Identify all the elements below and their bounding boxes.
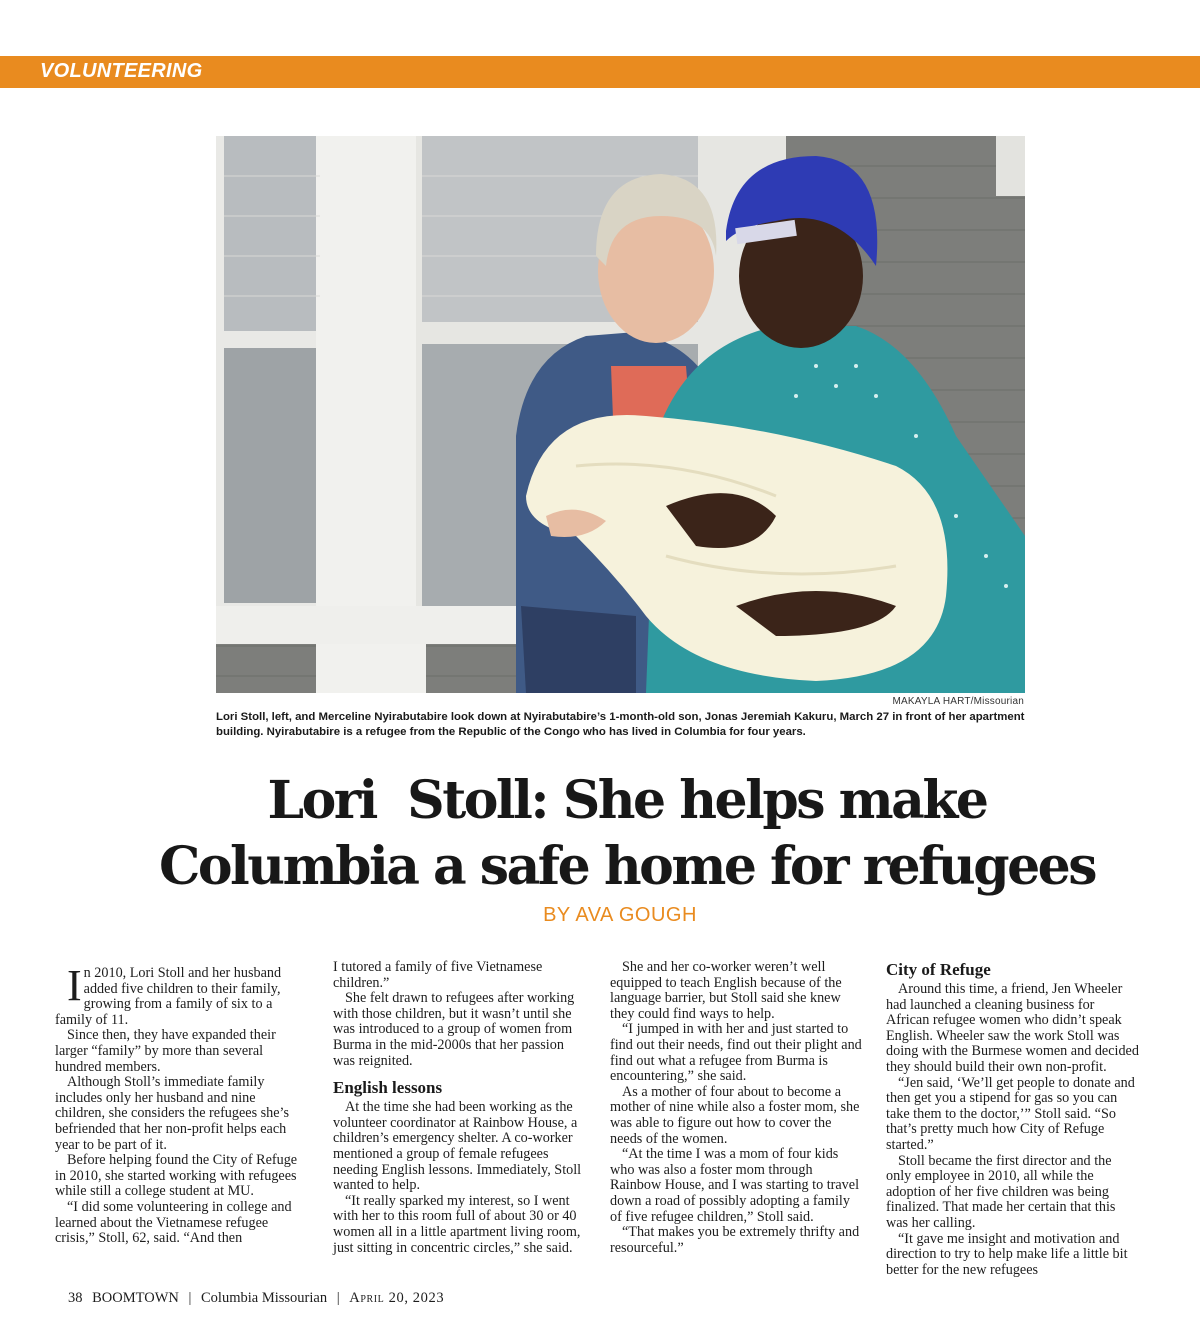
article-paragraph: She felt drawn to refugees after working with those children, but it wasn’t until she was introduced to a group of women from Burma in the mid-2000s that her passion was reignited.: [333, 990, 575, 1069]
article-paragraph: “I did some volunteering in college and learned about the Vietnamese refugee crisis,” Stoll, 62, said. “And then: [55, 1198, 292, 1247]
article-paragraph: “It gave me insight and motivation and direction to try to help make life a little bit better for the new refugees: [886, 1230, 1128, 1278]
article-paragraph: Around this time, a friend, Jen Wheeler had launched a cleaning business for African refugee women who didn’t speak English. Wheeler saw the work Stoll was doing with the Burmese women and decided they should build their own non-profit.: [886, 981, 1139, 1075]
section-banner: [0, 56, 1200, 88]
footer-divider: |: [188, 1290, 192, 1306]
article-paragraph: [55, 961, 308, 1028]
article-paragraph: I tutored a family of five Vietnamese children.”: [333, 959, 543, 991]
article-paragraph: “It really sparked my interest, so I went with her to this room full of about 30 or 40 women all in a little apartment living room, just sitting in concentric circles,” she said.: [333, 1192, 581, 1256]
footer-divider: |: [336, 1290, 340, 1306]
article-paragraph: Since then, they have expanded their larger “family” by more than several hundred members.: [55, 1027, 276, 1075]
footer-section: BOOMTOWN: [92, 1290, 179, 1306]
page-footer: [68, 1290, 444, 1307]
headline-line-2: Columbia a safe home for refugees: [158, 836, 1096, 897]
article-column-4: [886, 960, 1139, 1278]
article-paragraph: “At the time I was a mom of four kids who was also a foster mom through Rainbow House, and I was starting to travel down a road of possibly adopting a family of five refugee children,” Stoll said.: [610, 1146, 860, 1225]
article-paragraph: At the time she had been working as the volunteer coordinator at Rainbow House, a children’s emergency shelter. A co-worker mentioned a group of female refugees needing English lessons. Immediately, Stoll wanted to help.: [333, 1099, 582, 1194]
feature-photo: [216, 136, 1025, 693]
article-paragraph: She and her co-worker weren’t well equipped to teach English because of the language barrier, but Stoll said she knew they could find ways to help.: [610, 959, 842, 1022]
article-paragraph: Although Stoll’s immediate family includes only her husband and nine children, she considers the refugees she’s befriended that her non-profit helps each year to be part of it.: [55, 1074, 290, 1153]
page-number: 38: [68, 1290, 83, 1306]
drop-cap: I: [67, 961, 82, 1010]
article-paragraph: “Jen said, ‘We’ll get people to donate and then get you a stipend for gas so you can take them to the doctor,’” Stoll said. “So that’s pretty much how City of Refuge started.”: [886, 1074, 1135, 1153]
subhead-city-of-refuge: City of Refuge: [886, 960, 991, 979]
photo-credit: MAKAYLA HART/Missourian: [892, 696, 1024, 707]
article-headline: [0, 768, 1200, 900]
photo-caption: Lori Stoll, left, and Merceline Nyirabutabire look down at Nyirabutabire’s 1-month-old son, Jonas Jeremiah Kakuru, March 27 in front of her apartment building. Nyirabutabire is a refugee from the Republic of the Congo who has lived in Columbia for four years.: [216, 711, 1025, 738]
footer-date: April 20, 2023: [349, 1290, 445, 1306]
article-paragraph: As a mother of four about to become a mother of nine while also a foster mom, she was able to figure out how to cover the needs of the women.: [610, 1083, 860, 1147]
paragraph-text: n 2010, Lori Stoll and her husband added five children to their family, growing from a family of six to a family of 11.: [55, 965, 282, 1028]
article-column-1: [55, 961, 308, 1247]
byline: BY AVA GOUGH: [543, 904, 697, 926]
article-paragraph: “I jumped in with her and just started to find out their needs, find out their plight and find out what a refugee from Burma is encountering,” she said.: [610, 1021, 862, 1085]
article-paragraph: “That makes you be extremely thrifty and resourceful.”: [610, 1224, 860, 1256]
article-column-2: [333, 960, 586, 1256]
article-paragraph: Stoll became the first director and the only employee in 2010, all while the adoption of her five children was being finalized. That made her certain that this was her calling.: [886, 1152, 1116, 1231]
section-label: VOLUNTEERING: [40, 60, 203, 82]
article-column-3: [610, 960, 863, 1256]
footer-paper: Columbia Missourian: [201, 1290, 328, 1306]
article-paragraph: Before helping found the City of Refuge in 2010, she started working with refugees while still a college student at MU.: [55, 1152, 298, 1200]
headline-line-1: Lori Stoll: She helps make: [267, 770, 987, 831]
subhead-english-lessons: English lessons: [333, 1078, 443, 1098]
